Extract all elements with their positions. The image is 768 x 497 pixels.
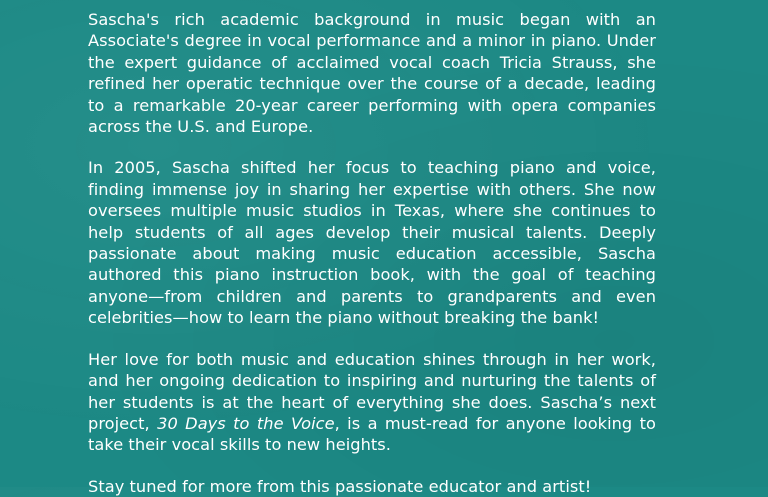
bio-paragraph-teaching: In 2005, Sascha shifted her focus to teaching piano and voice, finding immense joy in sharing her expertise with others. She now oversees multiple music studios in Texas, where she continues to help students of all ages develop their musical talents. Deeply passionate about making music education accessible, Sascha authored this piano instruction book, with the goal of teaching anyone—from children and parents to grandparents and even celebrities—how to learn the piano without breaking the bank!	[88, 158, 656, 328]
bio-paragraph-next-project-start: Her love for both music and education shines through in her work, and her ongoing dedication to inspiring and nurturing the talents of her students is at the heart of everything she does. Sascha’s next project,	[88, 349, 656, 433]
bio-paragraph-next-project	[88, 349, 656, 456]
bio-paragraph-education: Sascha's rich academic background in music began with an Associate's degree in vocal performance and a minor in piano. Under the expert guidance of acclaimed vocal coach Tricia Strauss, she refined her operatic technique over the course of a decade, leading to a remarkable 20-year career performing with opera companies across the U.S. and Europe.	[88, 10, 656, 137]
bio-closing-line: Stay tuned for more from this passionate educator and artist!	[88, 476, 592, 496]
book-title-30-days-to-the-voice: 30 Days to the Voice	[157, 413, 335, 433]
bio-paragraph-next-project-end: , is a must-read for anyone looking to take their vocal skills to new heights.	[88, 413, 656, 455]
author-bio	[88, 9, 656, 497]
